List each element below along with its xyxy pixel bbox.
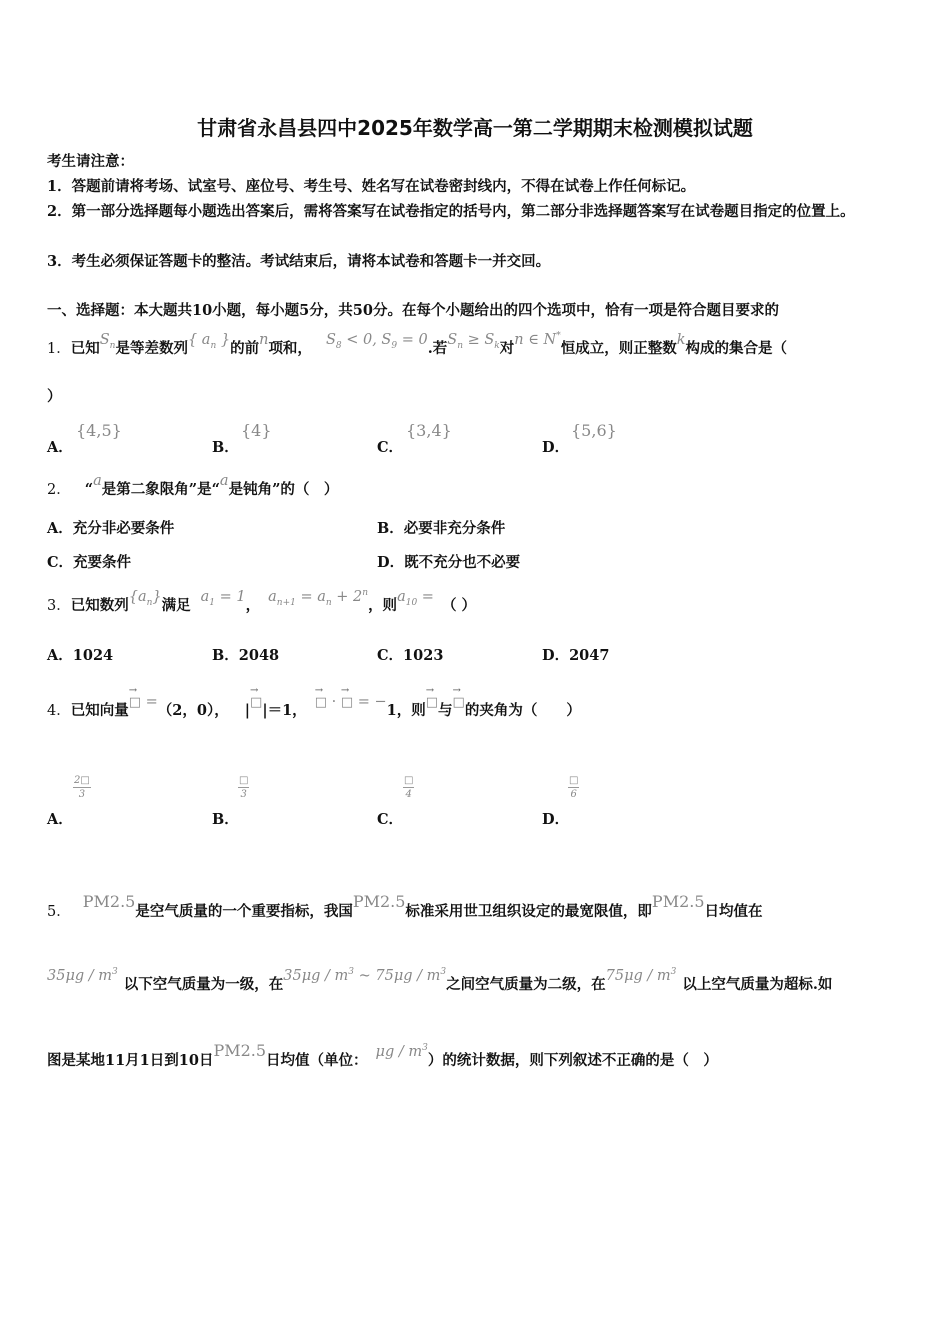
q1-option-a-label[interactable]: A． — [47, 439, 73, 456]
math-35-75-range: $35\mu g / m^3$ ~ $75\mu g / m^3$ — [283, 967, 447, 984]
vector-a-symbol: → □ — [315, 696, 327, 709]
question-5-line-2: $35\mu g / m^3$以下空气质量为一级，在$35\mu g / m^3$ ~ $75\mu g / m^3$之间空气质量为二级，在$75\mu g / m^3$以上空气质量为超标.如 — [47, 967, 833, 993]
q4-option-b-fraction[interactable]: □ 3 — [239, 775, 249, 800]
q4-option-c-label[interactable]: C． — [377, 811, 404, 828]
vector-a-symbol: → □ — [426, 696, 438, 709]
question-1: 1．已知$S_n$是等差数列{ $a_n$ }的前n项和， $S_8 < 0$, $S_9 = 0$.若$S_n \ge S_k$对n ∈ N*恒成立，则正整数k构成的集合是（ — [47, 331, 788, 357]
pm25-label: PM2.5 — [352, 892, 406, 911]
notice-heading: 考生请注意： — [47, 153, 134, 170]
question-4: 4．已知向量→ □ =（2，0）， |→ □|＝1，→ □ · → □ = −1，则→ □与→ □的夹角为（ ） — [47, 704, 581, 719]
question-3: 3．已知数列$\{a_n\}$满足 $a_1 = 1$， $a_{n+1} = a_n + 2^n$，则$a_{10}$ = （ ） — [47, 588, 476, 614]
q2-option-c[interactable]: C．充要条件 — [47, 554, 132, 571]
math-an: { $a_n$ } — [187, 331, 231, 351]
question-number: 5． — [47, 904, 71, 920]
question-5-line-1: 5．PM2.5是空气质量的一个重要指标，我国PM2.5标准采用世卫组织设定的最宽限值，即PM2.5日均值在 — [47, 892, 763, 920]
question-number: 4． — [47, 703, 71, 719]
q1-option-b-value[interactable]: {4} — [241, 421, 272, 440]
page-title: 甘肃省永昌县四中2025年数学高一第二学期期末检测模拟试题 — [197, 116, 753, 140]
vector-b-symbol: → □ — [453, 696, 465, 709]
q2-option-d[interactable]: D．既不充分也不必要 — [377, 554, 521, 571]
q4-option-d-label[interactable]: D． — [542, 811, 570, 828]
math-sn-sk: $S_n \ge S_k$ — [447, 331, 500, 351]
question-5-line-3: 图是某地11月1日到10日PM2.5日均值（单位： μg / $m^3$）的统计数据，则下列叙述不正确的是（ ） — [47, 1041, 718, 1069]
q1-option-d-value[interactable]: {5,6} — [571, 421, 617, 440]
math-35-unit: $35\mu g / m^3$ — [47, 967, 118, 984]
math-unit: μg / $m^3$ — [375, 1043, 428, 1060]
q4-option-b-label[interactable]: B． — [212, 811, 239, 828]
math-s8-s9: $S_8 < 0$, $S_9 = 0$ — [325, 331, 428, 351]
math-sn: $S_n$ — [99, 331, 116, 351]
q4-option-a-label[interactable]: A． — [47, 811, 73, 828]
math-a1: $a_1 = 1$ — [200, 588, 246, 608]
q4-option-d-fraction[interactable]: □ 6 — [569, 775, 579, 800]
math-alpha: a — [219, 473, 229, 489]
question-number: 1． — [47, 340, 71, 357]
section-heading: 一、选择题：本大题共10小题，每小题5分，共50分。在每个小题给出的四个选项中，恰有一项是符合题目要求的 — [47, 302, 779, 319]
question-1-close: ） — [47, 388, 62, 405]
q2-option-b[interactable]: B．必要非充分条件 — [377, 520, 506, 537]
math-n: n — [259, 331, 269, 348]
q2-option-a[interactable]: A．充分非必要条件 — [47, 520, 175, 537]
q1-option-d-label[interactable]: D． — [542, 439, 570, 456]
math-a10: $a_{10}$ = — [397, 588, 434, 608]
pm25-label: PM2.5 — [82, 892, 136, 911]
pm25-label: PM2.5 — [213, 1041, 267, 1060]
q1-option-a-value[interactable]: {4,5} — [76, 421, 122, 440]
question-number: 3． — [47, 597, 71, 614]
question-2: 2． “a是第二象限角”是“a是钝角”的（ ） — [47, 473, 339, 498]
vector-b-symbol: → □ — [341, 696, 353, 709]
math-recurrence: $a_{n+1} = a_n + 2^n$ — [268, 588, 369, 608]
math-alpha: a — [93, 473, 102, 489]
q4-option-a-fraction[interactable]: $\frac{2□}{3}$ — [74, 775, 90, 800]
notice-item-2: 2．第一部分选择题每小题选出答案后，需将答案写在试卷指定的括号内，第二部分非选择题答案写在试卷题目指定的位置上。 — [47, 203, 855, 220]
q1-option-c-label[interactable]: C． — [377, 439, 404, 456]
math-75-unit: $75\mu g / m^3$ — [605, 967, 677, 984]
q3-option-c[interactable]: C．1023 — [377, 647, 444, 664]
vector-b-symbol: → □ — [250, 696, 262, 709]
math-an-seq: $\{a_n\}$ — [128, 588, 162, 608]
q4-option-c-fraction[interactable]: □ 4 — [404, 775, 414, 800]
pm25-label: PM2.5 — [651, 892, 705, 911]
math-n-in-n: n ∈ N* — [514, 331, 561, 348]
q3-option-b[interactable]: B．2048 — [212, 647, 280, 664]
q1-option-b-label[interactable]: B． — [212, 439, 239, 456]
q1-option-c-value[interactable]: {3,4} — [406, 421, 452, 440]
question-number: 2． — [47, 482, 71, 498]
q3-option-d[interactable]: D．2047 — [542, 647, 610, 664]
q3-option-a[interactable]: A．1024 — [47, 647, 114, 664]
notice-item-1: 1．答题前请将考场、试室号、座位号、考生号、姓名写在试卷密封线内，不得在试卷上作任何标记。 — [47, 178, 696, 195]
notice-item-3: 3．考生必须保证答题卡的整洁。考试结束后，请将本试卷和答题卡一并交回。 — [47, 253, 551, 270]
math-k: k — [676, 331, 686, 348]
vector-a-symbol: → □ — [129, 696, 141, 709]
